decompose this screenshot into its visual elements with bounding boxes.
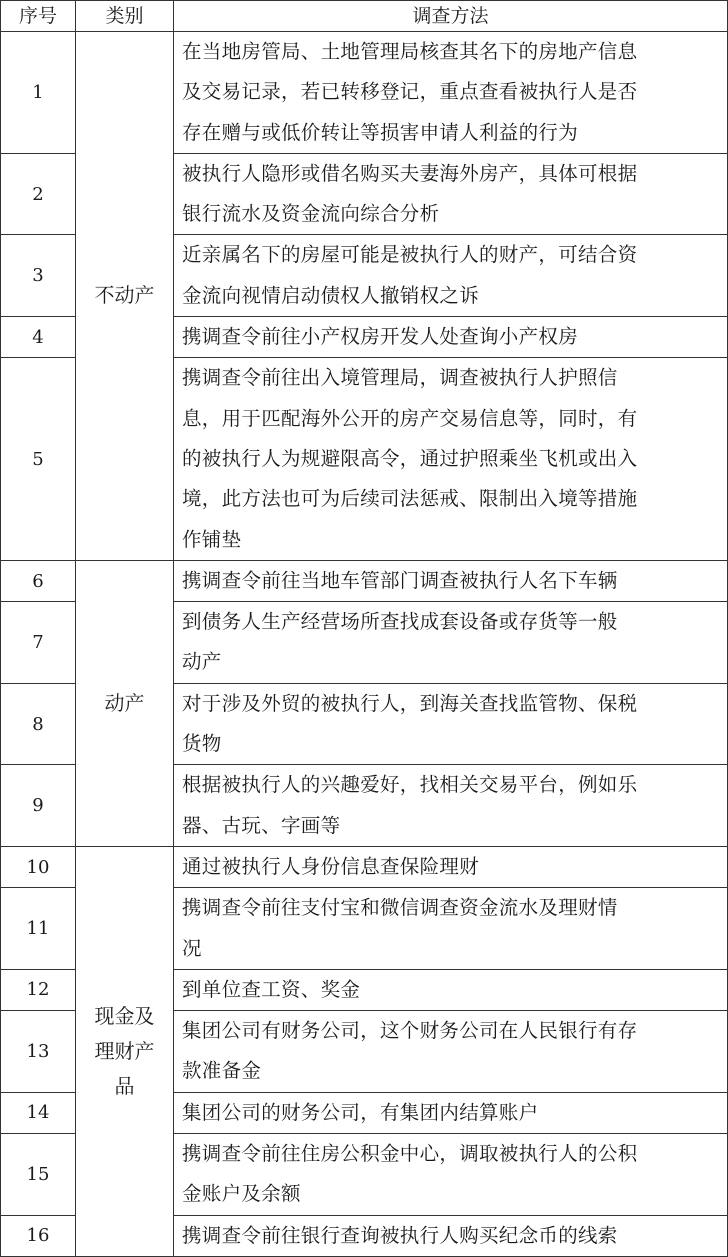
method-cell (174, 1092, 728, 1133)
method-line: 款准备金 (182, 1059, 262, 1083)
row-number: 5 (1, 358, 76, 560)
method-line: 况 (182, 936, 202, 960)
method-line: 到单位查工资、奖金 (182, 977, 361, 1001)
header-row (1, 1, 728, 32)
row-number: 12 (1, 969, 76, 1010)
method-line: 携调查令前往支付宝和微信调查资金流水及理财情 (182, 896, 618, 920)
method-line: 境，此方法也可为后续司法惩戒、限制出入境等措施 (182, 487, 638, 511)
category-cash-finance (76, 846, 174, 1256)
method-line: 到债务人生产经营场所查找成套设备或存货等一般 (182, 610, 618, 634)
method-line: 息，用于匹配海外公开的房产交易信息等，同时，有 (182, 406, 638, 430)
method-cell (174, 888, 728, 970)
method-cell (174, 969, 728, 1010)
row-number: 10 (1, 846, 76, 887)
row-number: 16 (1, 1215, 76, 1256)
method-line: 动产 (182, 650, 222, 674)
category-line: 品 (114, 1073, 135, 1098)
method-line: 货物 (182, 732, 222, 756)
method-line: 金账户及余额 (182, 1182, 301, 1206)
method-cell (174, 317, 728, 358)
row-number: 2 (1, 153, 76, 235)
method-line: 携调查令前往银行查询被执行人购买纪念币的线索 (182, 1223, 618, 1247)
method-line: 近亲属名下的房屋可能是被执行人的财产，可结合资 (182, 243, 638, 267)
method-line: 集团公司的财务公司，有集团内结算账户 (182, 1100, 539, 1124)
method-line: 根据被执行人的兴趣爱好，找相关交易平台，例如乐 (182, 773, 638, 797)
method-line: 存在赠与或低价转让等损害申请人利益的行为 (182, 120, 579, 144)
row-number: 11 (1, 888, 76, 970)
row-number: 8 (1, 683, 76, 765)
header-category: 类别 (76, 1, 174, 32)
method-cell (174, 560, 728, 601)
method-line: 对于涉及外贸的被执行人，到海关查找监管物、保税 (182, 691, 638, 715)
table-row (1, 32, 728, 154)
category-line: 理财产 (94, 1038, 155, 1063)
table-row (1, 560, 728, 601)
method-cell (174, 235, 728, 317)
method-cell (174, 602, 728, 684)
method-line: 金流向视情启动债权人撤销权之诉 (182, 283, 480, 307)
method-cell (174, 765, 728, 847)
row-number: 6 (1, 560, 76, 601)
method-line: 携调查令前往住房公积金中心，调取被执行人的公积 (182, 1142, 638, 1166)
method-cell (174, 153, 728, 235)
row-number: 1 (1, 32, 76, 154)
row-number: 14 (1, 1092, 76, 1133)
row-number: 3 (1, 235, 76, 317)
method-line: 携调查令前往当地车管部门调查被执行人名下车辆 (182, 568, 618, 592)
row-number: 4 (1, 317, 76, 358)
method-line: 银行流水及资金流向综合分析 (182, 202, 440, 226)
method-line: 的被执行人为规避限高令，通过护照乘坐飞机或出入 (182, 446, 638, 470)
method-line: 作铺垫 (182, 527, 242, 551)
method-line: 器、古玩、字画等 (182, 813, 341, 837)
row-number: 15 (1, 1134, 76, 1216)
method-cell (174, 683, 728, 765)
table-row (1, 846, 728, 887)
method-cell (174, 1215, 728, 1256)
method-line: 被执行人隐形或借名购买夫妻海外房产，具体可根据 (182, 161, 638, 185)
category-real-estate: 不动产 (76, 32, 174, 561)
method-line: 携调查令前往小产权房开发人处查询小产权房 (182, 325, 579, 349)
method-cell (174, 1011, 728, 1093)
method-line: 通过被执行人身份信息查保险理财 (182, 854, 480, 878)
method-line: 在当地房管局、土地管理局核查其名下的房地产信息 (182, 40, 638, 63)
row-number: 13 (1, 1011, 76, 1093)
category-line: 现金及 (94, 1003, 155, 1028)
method-line: 集团公司有财务公司，这个财务公司在人民银行有存 (182, 1019, 638, 1043)
header-method: 调查方法 (174, 1, 728, 32)
row-number: 7 (1, 602, 76, 684)
method-cell (174, 1134, 728, 1216)
row-number: 9 (1, 765, 76, 847)
method-line: 携调查令前往出入境管理局，调查被执行人护照信 (182, 366, 618, 390)
category-movable: 动产 (76, 560, 174, 846)
method-line: 及交易记录，若已转移登记，重点查看被执行人是否 (182, 80, 638, 104)
method-cell (174, 358, 728, 560)
header-index: 序号 (1, 1, 76, 32)
method-cell (174, 846, 728, 887)
method-cell (174, 32, 728, 154)
